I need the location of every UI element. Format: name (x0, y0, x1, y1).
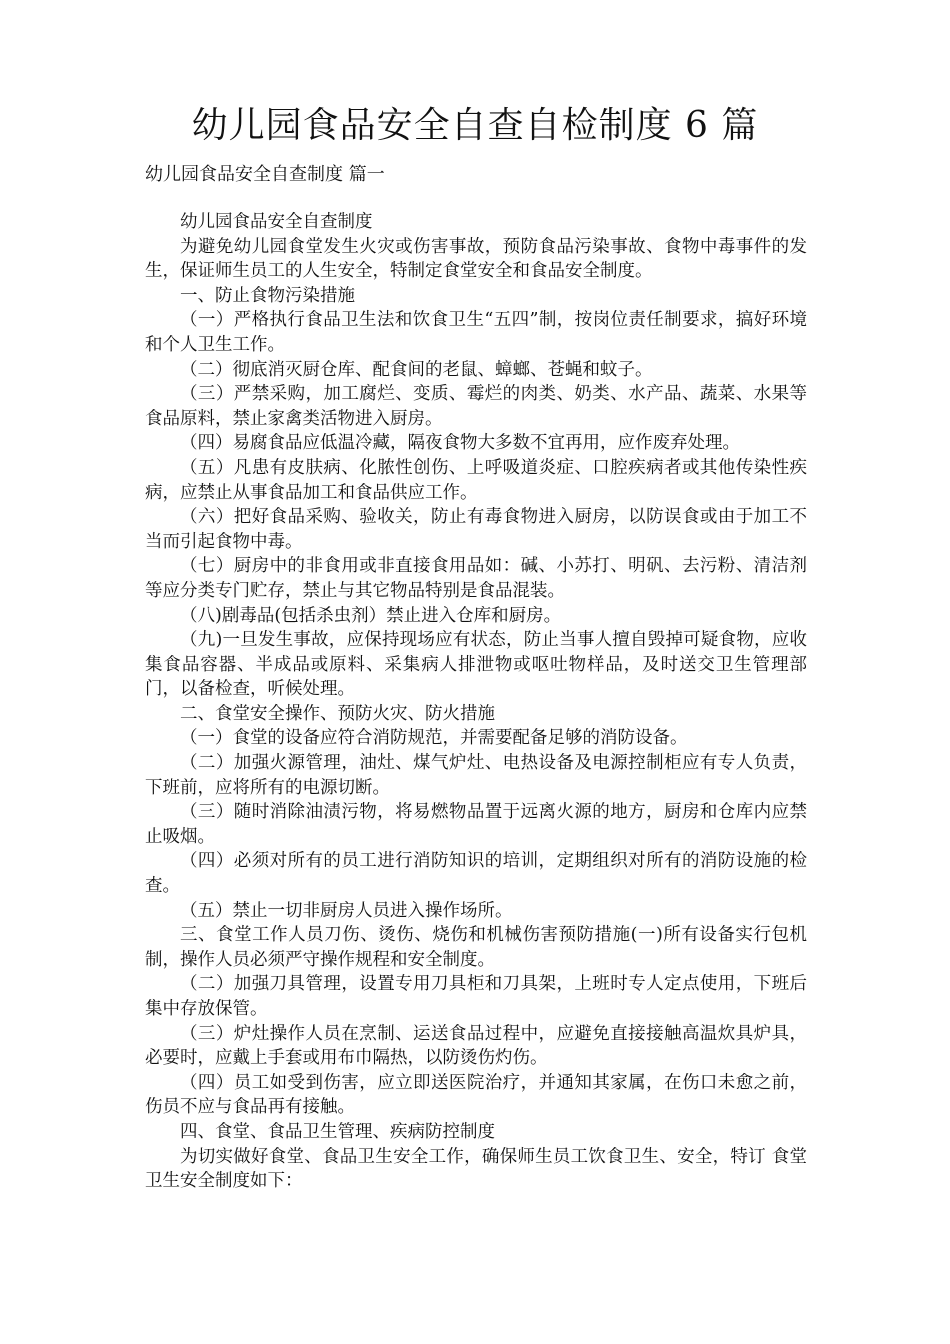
paragraph: （一）食堂的设备应符合消防规范，并需要配备足够的消防设备。 (180, 728, 688, 749)
paragraph: 为切实做好食堂、食品卫生安全工作，确保师生员工饮食卫生、安全，特订 食堂卫生安全制度如下： (145, 1146, 807, 1192)
paragraph: （六）把好食品采购、验收关，防止有毒食物进入厨房，以防误食或由于加工不当而引起食物中毒。 (145, 507, 807, 552)
paragraph: （八)剧毒品(包括杀虫剂）禁止进入仓库和厨房。 (180, 605, 562, 626)
paragraph: 为避免幼儿园食堂发生火灾或伤害事故，预防食品污染事故、食物中毒事件的发生，保证师生员工的人生安全，特制定食堂安全和食品安全制度。 (145, 236, 807, 282)
section-heading: 四、食堂、食品卫生管理、疾病防控制度 (180, 1121, 495, 1142)
paragraph: 幼儿园食品安全自查制度 (180, 212, 373, 232)
paragraph: （九)一旦发生事故，应保持现场应有状态，防止当事人擅自毁掉可疑食物，应收集食品容器、半成品或原料、采集病人排泄物或呕吐物样品，及时送交卫生管理部门，以备检查，听候处理。 (145, 630, 807, 700)
section-subtitle: 幼儿园食品安全自查制度 篇一 (145, 164, 385, 185)
paragraph: （二）加强火源管理，油灶、煤气炉灶、电热设备及电源控制柜应有专人负责，下班前，应将所有的电源切断。 (145, 753, 807, 798)
paragraph: （四）易腐食品应低温冷藏，隔夜食物大多数不宜再用，应作废弃处理。 (180, 433, 740, 454)
paragraph: （五）禁止一切非厨房人员进入操作场所。 (180, 900, 513, 921)
section-heading: 二、食堂安全操作、预防火灾、防火措施 (180, 703, 495, 724)
paragraph: （三）随时消除油渍污物，将易燃物品置于远离火源的地方，厨房和仓库内应禁止吸烟。 (145, 802, 807, 847)
paragraph: （五）凡患有皮肤病、化脓性创伤、上呼吸道炎症、口腔疾病者或其他传染性疾病，应禁止从事食品加工和食品供应工作。 (145, 457, 807, 503)
paragraph: （三）炉灶操作人员在烹制、运送食品过程中，应避免直接接触高温炊具炉具，必要时，应戴上手套或用布巾隔热，以防烫伤灼伤。 (145, 1023, 807, 1069)
paragraph: （二）加强刀具管理，设置专用刀具柜和刀具架，上班时专人定点使用，下班后集中存放保管。 (145, 974, 807, 1019)
paragraph: （二）彻底消灭厨仓库、配食间的老鼠、蟑螂、苍蝇和蚊子。 (180, 359, 653, 380)
section-heading: 一、防止食物污染措施 (180, 285, 355, 306)
paragraph: （七）厨房中的非食用或非直接食用品如：碱、小苏打、明矾、去污粉、清洁剂等应分类专门贮存，禁止与其它物品特别是食品混装。 (145, 556, 807, 601)
document-body (145, 210, 807, 1194)
section-heading: 三、食堂工作人员刀伤、烫伤、烧伤和机械伤害预防措施(一)所有设备实行包机制，操作人员必须严守操作规程和安全制度。 (145, 925, 807, 970)
paragraph: （三）严禁采购，加工腐烂、变质、霉烂的肉类、奶类、水产品、蔬菜、水果等食品原料，禁止家禽类活物进入厨房。 (145, 384, 807, 429)
paragraph: （一）严格执行食品卫生法和饮食卫生“五四”制，按岗位责任制要求，搞好环境和个人卫生工作。 (145, 310, 807, 355)
document-title: 幼儿园食品安全自查自检制度 6 篇 (191, 105, 759, 146)
paragraph: （四）必须对所有的员工进行消防知识的培训，定期组织对所有的消防设施的检查。 (145, 851, 807, 897)
paragraph: （四）员工如受到伤害，应立即送医院治疗，并通知其家属，在伤口未愈之前，伤员不应与食品再有接触。 (145, 1072, 807, 1118)
